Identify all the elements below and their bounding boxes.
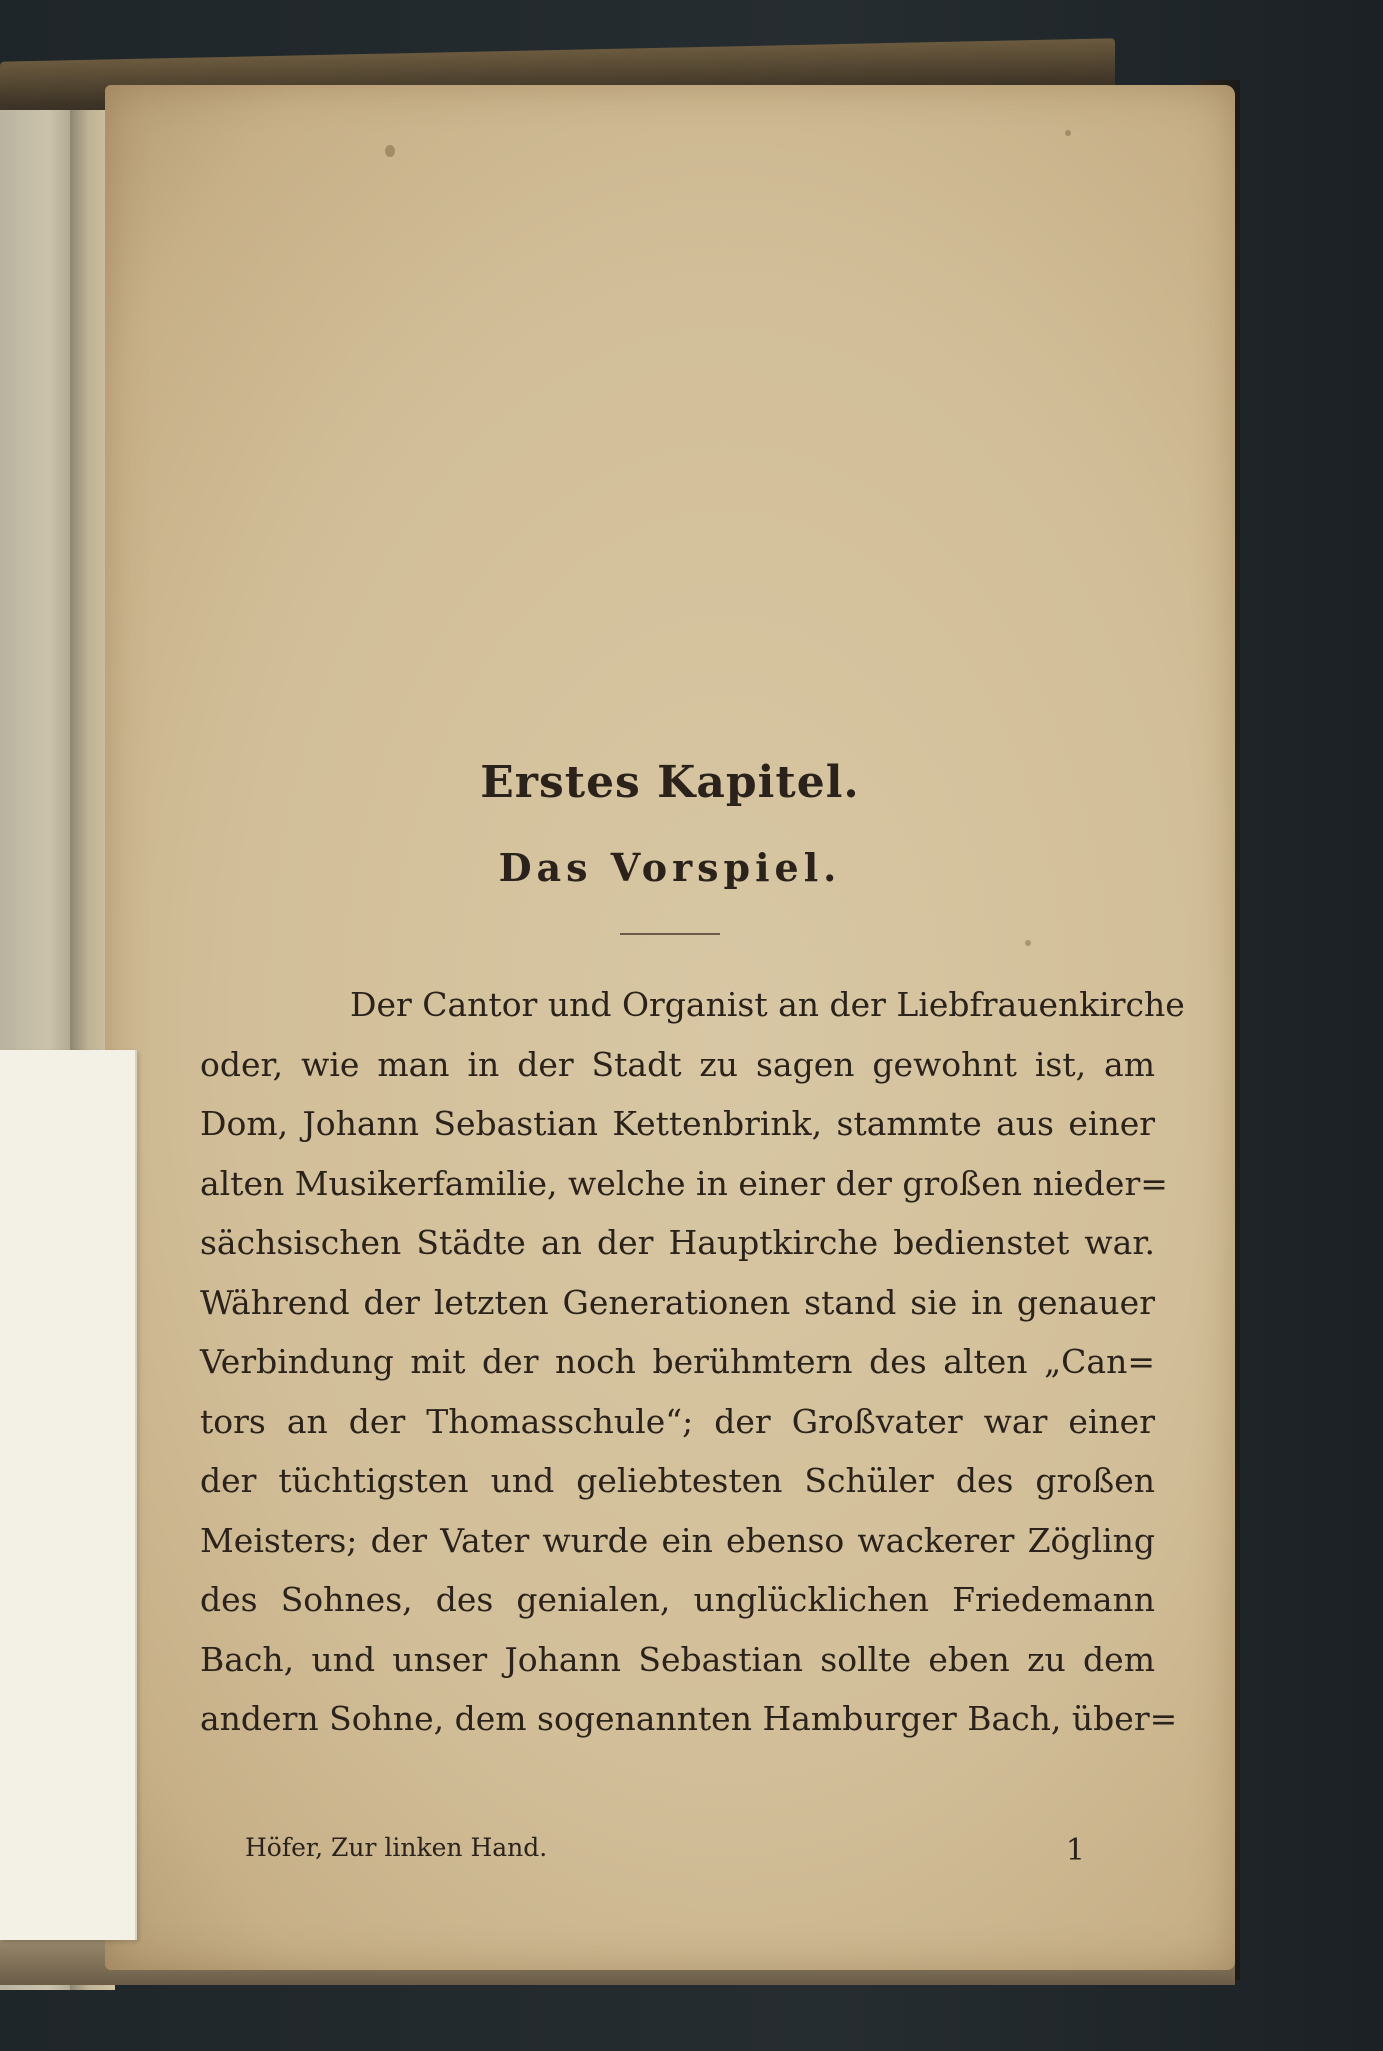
body-line: Dom, Johann Sebastian Kettenbrink, stammte aus einer bbox=[200, 1104, 1155, 1143]
body-line: Meisters; der Vater wurde ein ebenso wackerer Zögling bbox=[200, 1520, 1155, 1560]
body-line: Der Cantor und Organist an der Liebfrauenkirche bbox=[350, 985, 1185, 1024]
footer-signature: Höfer, Zur linken Hand. bbox=[245, 1833, 548, 1862]
library-label-strip bbox=[0, 1050, 137, 1940]
body-line: des Sohnes, des genialen, unglücklichen Friedemann bbox=[200, 1580, 1155, 1619]
body-line: sächsischen Städte an der Hauptkirche bedienstet war. bbox=[200, 1223, 1155, 1262]
body-line: oder, wie man in der Stadt zu sagen gewohnt ist, am bbox=[200, 1044, 1155, 1084]
page-footer bbox=[245, 1833, 1125, 1868]
section-title: Das Vorspiel. bbox=[498, 845, 842, 890]
body-line: andern Sohne, dem sogenannten Hamburger Bach, über= bbox=[200, 1699, 1178, 1738]
page-content bbox=[105, 85, 1235, 1970]
body-line: tors an der Thomasschule“; der Großvater war einer bbox=[200, 1401, 1155, 1441]
body-line: Verbindung mit der noch berühmtern des alten „Can= bbox=[200, 1342, 1155, 1381]
page-number: 1 bbox=[1065, 1833, 1085, 1868]
title-rule bbox=[620, 933, 720, 935]
chapter-title: Erstes Kapitel. bbox=[480, 757, 860, 808]
body-line: alten Musikerfamilie, welche in einer der großen nieder= bbox=[200, 1163, 1168, 1203]
book-page bbox=[105, 85, 1235, 1970]
body-text bbox=[200, 975, 1185, 1749]
body-line: Während der letzten Generationen stand sie in genauer bbox=[200, 1282, 1155, 1322]
body-line: der tüchtigsten und geliebtesten Schüler des großen bbox=[200, 1461, 1155, 1500]
body-line: Bach, und unser Johann Sebastian sollte eben zu dem bbox=[200, 1639, 1155, 1679]
